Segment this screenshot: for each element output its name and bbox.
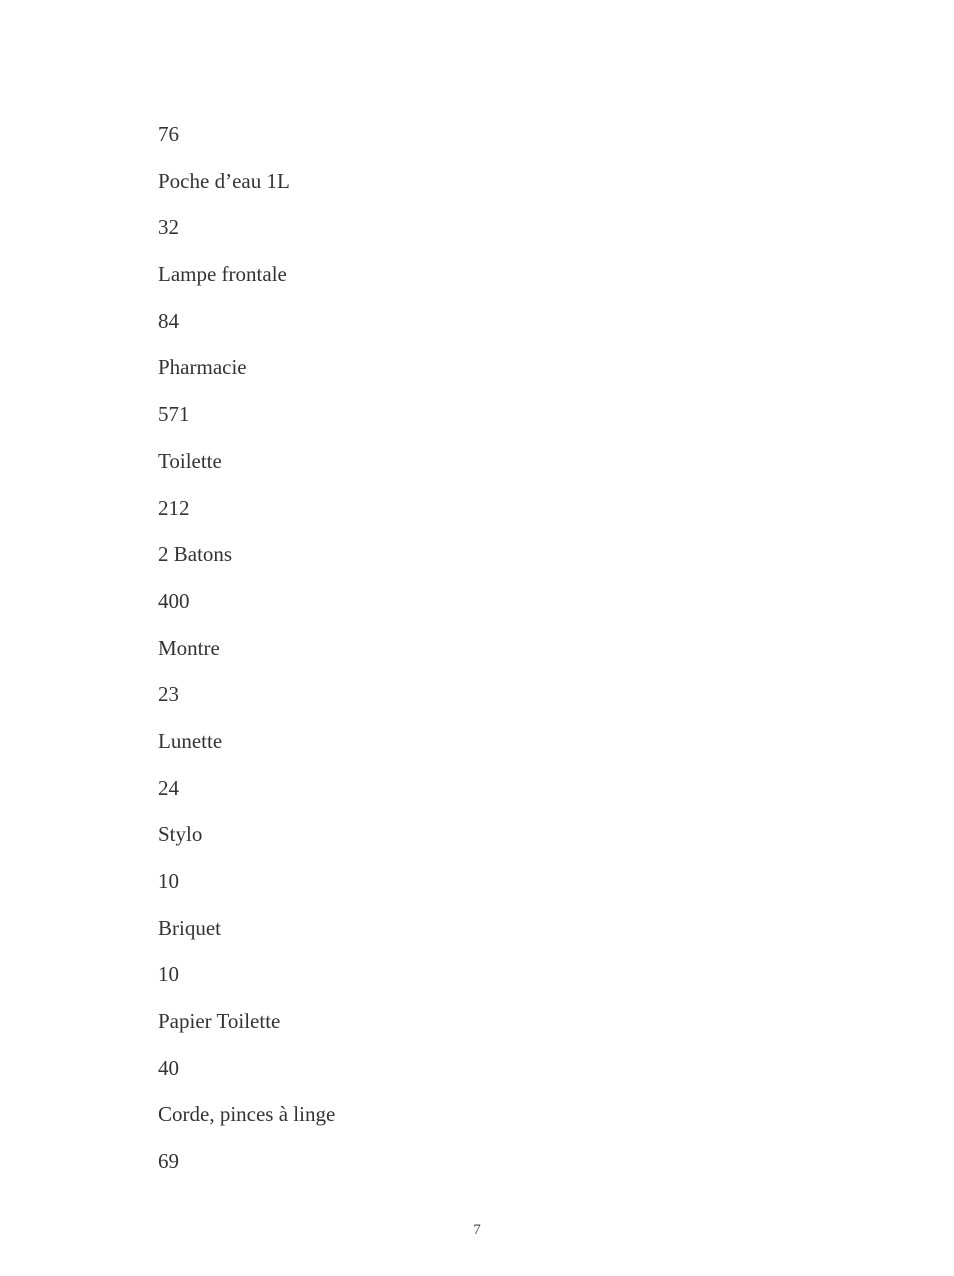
document-body [158, 118, 335, 1192]
list-item-weight: 69 [158, 1149, 179, 1174]
list-item-label: 2 Batons [158, 542, 233, 567]
list-item-label: Corde, pinces à linge [158, 1102, 336, 1127]
list-item-weight: 212 [158, 495, 190, 520]
list-item-weight: 10 [158, 869, 179, 893]
list-item-weight: 10 [158, 962, 179, 987]
list-item-weight: 571 [158, 402, 190, 427]
list-item-weight: 23 [158, 682, 179, 707]
list-item-weight: 76 [158, 122, 179, 146]
list-item-label: Pharmacie [158, 355, 247, 380]
list-item-label: Papier Toilette [158, 1009, 281, 1034]
list-item-label: Montre [158, 635, 220, 660]
list-item-label: Lampe frontale [158, 262, 287, 287]
page-number: 7 [473, 1222, 481, 1238]
list-item-label: Lunette [158, 728, 223, 753]
list-item-label: Toilette [158, 448, 222, 473]
list-item-weight: 40 [158, 1055, 179, 1080]
list-item-label: Briquet [158, 915, 221, 940]
list-item-weight: 32 [158, 215, 179, 240]
list-item-label: Poche d’eau 1L [158, 168, 290, 193]
list-item-weight: 84 [158, 308, 179, 333]
list-item-weight: 400 [158, 588, 190, 613]
list-item-label: Stylo [158, 822, 203, 847]
list-item-weight: 24 [158, 775, 179, 800]
